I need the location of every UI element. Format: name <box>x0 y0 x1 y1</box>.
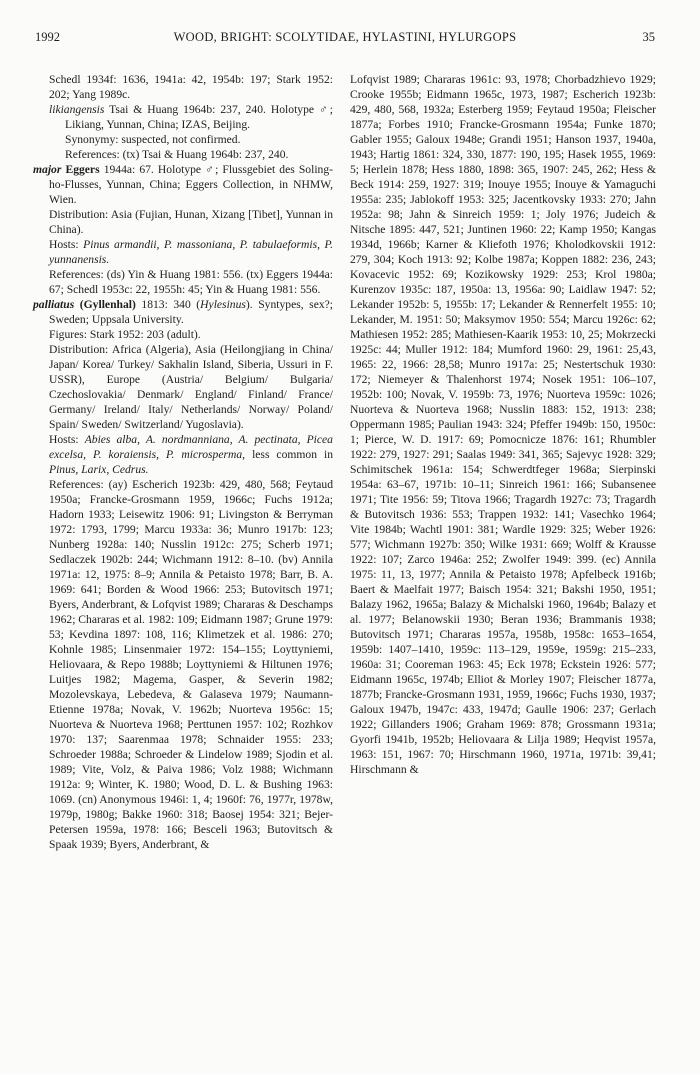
entry-description-a: 1813: 340 ( <box>135 298 201 311</box>
header-year: 1992 <box>35 30 60 44</box>
hosts-list: Abies alba, A. nordmanniana, A. pectinata, Picea excelsa, P. koraiensis, P. microsperma, <box>49 433 333 461</box>
entry-palliatus <box>33 297 333 852</box>
original-genus: Hylesinus <box>200 298 246 311</box>
running-header <box>35 30 655 50</box>
references: References: (ay) Escherich 1923b: 429, 480, 568; Feytaud 1950a; Francke-Grosmann 1959, 1966c; Fuchs 1912a; Hadorn 1933; Leisewitz 1906: 91; Livingston & Berryman 1972: 1793, 1799; Marcu 1933a: 36; Munro 1917b: 123; Nunberg 1928a: 140; Nusslin 1912c: 275; Scherb 1971; Sedlaczek 1902b: 244; Wichmann 1912: 8–10. (bv) Annila 1971a: 12, 1975: 8–9; Annila & Petaisto 1978; Barr, B. A. 1969: 641; Borden & Wood 1966: 253; Butovitsch 1971; Byers, Anderbrant, & Lofqvist 1989; Chararas & Deschamps 1962; Chararas et al. 1982: 109; Eidmann 1987; Grune 1979: 53; Kevdina 1897: 108, 116; Klimetzek et al. 1986: 270; Kohnle 1985; Linsenmaier 1972: 154–155; Loyttyniemi, Heliovaara, & Repo 1988b; Loyttyniemi & Hiltunen 1976; Luitjes 1982; Magema, Gasper, & Severin 1982; Mozolevskaya, Lebedeva, & Galaseva 1979; Naumann-Etienne 1978a; Novak, V. 1962b; Nuorteva 1956c: 15; Nuorteva & Nuorteva 1968; Perttunen 1957: 102; Rozhkov 1970: 137; Saarenmaa 1978; Schnaider 1955: 233; Schroeder 1988a; Schroeder & Lindelow 1989; Sjodin et al. 1989; Vite, Volz, & Paiva 1986; Volz 1988; Wichmann 1912a: 9; Winter, K. 1980; Wood, D. L. & Bushing 1963: 1069. (cn) Anonymous 1946i: 1, 4; 1960f: 76, 1977r, 1978w, 1979p, 1980g; Bakke 1960: 318; Baosej 1954: 321; Bejer-Petersen 1959a, 1978: 166; Besceli 1963; Butovitsch & Spaak 1939; Byers, Anderbrant, & <box>49 478 333 851</box>
hosts-label: Hosts: <box>49 238 84 251</box>
figures: Figures: Stark 1952: 203 (adult). <box>49 328 201 341</box>
page-number: 35 <box>642 30 655 44</box>
species-author: (Gyllenhal) <box>74 298 136 311</box>
hosts-tail: less common in <box>245 448 333 461</box>
hosts <box>49 432 333 477</box>
entry-description: Tsai & Huang 1964b: 237, 240. Holotype ♂; Likiang, Yunnan, China; IZAS, Beijing. <box>65 103 333 131</box>
entry-heading <box>49 102 333 132</box>
species-name: palliatus <box>33 298 75 311</box>
entry-likiangensis <box>33 102 333 162</box>
species-name: major <box>33 163 62 176</box>
right-column <box>350 72 656 777</box>
references: References: (tx) Tsai & Huang 1964b: 237, 240. <box>65 148 289 161</box>
synonymy: Synonymy: suspected, not confirmed. <box>65 133 241 146</box>
continued-references: Schedl 1934f: 1636, 1941a: 42, 1954b: 197; Stark 1952: 202; Yang 1989c. <box>49 73 333 101</box>
entry-description-b: ). Syntypes, sex?; Sweden; Uppsala University. <box>49 298 334 326</box>
hosts-list: Pinus armandii, P. massoniana, P. tabulaeformis, P. yunnanensis. <box>49 238 333 266</box>
entry-heading <box>33 297 333 327</box>
hosts <box>49 237 333 267</box>
species-name: likiangensis <box>49 103 105 116</box>
continued-references: Lofqvist 1989; Chararas 1961c: 93, 1978; Chorbadzhievo 1929; Crooke 1955b; Eidmann 1965c, 1973, 1987; Escherich 1923b: 429, 480, 568, 1932a; Esterberg 1959; Feytaud 1950a; Fleischer 1877a; Forbes 1910; Francke-Grosmann 1954a; Funke 1870; Gabler 1955; Galoux 1948e; Grandi 1951; Hanson 1937, 1940a, 1943; Hartig 1861: 324, 330, 1877: 190, 195; Hasek 1955, 1969: 5; Herlein 1878; Hess 1880, 1898: 365, 1907: 245, 262; Hess & Beck 1914: 259, 1927: 319; Inouye 1955; Inouye & Yamaguchi 1955a: 235; Jablokoff 1953: 325; Jacentkovsky 1933: 270; Jahn 1952a: 98; Jahn & Sinreich 1959: 1; Joly 1976; Judeich & Nitsche 1895: 447, 521; Juntinen 1960: 22; Kamp 1950; Kangas 1934d, 1966b; Karner & Kliefoth 1976; Kholodkovskii 1912: 279, 304; Koch 1913: 92; Kolbe 1987a; Koppen 1882: 236, 243; Kovacevic 1952: 69; Kozikowsky 1929: 253; Krol 1980a; Kurenzov 1935c: 187, 1950a: 13, 1956a: 90; Laidlaw 1947: 52; Lekander 1952b: 5, 1955b: 17; Lekander & Rennerfelt 1955: 10; Lekander, M. 1951: 50; Maksymov 1950: 554; Marcu 1926c: 62; Mathiesen 1952: 285; Mathiesen-Kaarik 1953: 10, 25; Mokrzecki 1925c: 44; Muller 1912: 184; Mumford 1960: 29, 1961: 25,43, 1965: 22, 1966: 28,58; Munro 1917a: 25; Nestertschuk 1930: 172; Niemeyer & Thalenhorst 1974; Nosek 1951: 106–107, 1952b: 100; Novak, V. 1959b: 73, 1976; Nuorteva 1959c: 1026; Nuorteva & Nuorteva 1968; Nusslin 1883: 152, 1913: 238; Oppermann 1985; Paulian 1943: 324; Pfeffer 1949b: 150, 1950c: 1; Pierce, W. D. 1917: 69; Pomocnicze 1876: 161; Rhumbler 1922: 279, 1927: 291; Saalas 1949: 341, 365; Sajevyc 1928: 329; Schimitschek 1961a: 154; Schwerdtfeger 1968a; Sierpinski 1954a: 63–67, 1971b: 10–11; Sinreich 1961: 166; Subansenee 1971; Tite 1956: 59; Titova 1966; Tragardh 1927c: 73; Tragardh & Butovitsch 1936: 553; Trappen 1932: 141; Vasechko 1964; Vite 1984b; Wachtl 1901: 381; Wardle 1929: 325; Weber 1926: 577; Wichmann 1927b: 350; Wilke 1931: 669; Wolff & Krausse 1922: 107; Zarco 1946a: 252; Zwolfer 1949: 399. (ec) Annila 1975: 11, 13, 1977; Annila & Petaisto 1978; Apfelbeck 1916b; Baert & Maelfait 1977; Baisch 1954: 321; Bakshi 1950, 1951; Balazy 1962, 1965a; Balazy & Michalski 1960, 1964b; Balazy et al. 1977; Belanowskii 1930; Beran 1936; Brammanis 1938; Butovitsch 1971; Chararas 1957a, 1958b, 1958c: 1653–1654, 1959b: 1407–1410, 1959c: 113–129, 1959e, 1959g: 215–233, 1960a: 31; Cooreman 1963: 45; Eck 1978; Eckstein 1926: 577; Eidmann 1965c, 1974b; Elliot & Morley 1907; Fleischer 1877a, 1877b; Francke-Grosmann 1931, 1959, 1966c; Fuchs 1930, 1937; Galoux 1947b, 1947c: 433, 1947d; Gaulle 1906: 237; Gerlach 1922; Gillanders 1906; Graham 1969: 878; Grossmann 1931a; Gyorfi 1941b, 1952b; Heliovaara & Lilja 1989; Heqvist 1957a, 1963: 151, 1967: 70; Hirschmann 1960, 1971a, 1971b: 39,41; Hirschmann & <box>350 73 656 776</box>
left-column <box>33 72 333 852</box>
running-title: WOOD, BRIGHT: SCOLYTIDAE, HYLASTINI, HYLURGOPS <box>173 30 517 44</box>
entry-description: 1944a: 67. Holotype ♂; Flussgebiet des Soling-ho-Flusses, Yunnan, China; Eggers Collection, in NHMW, Wien. <box>49 163 333 206</box>
hosts-tail-genera: Pinus, Larix, Cedrus. <box>49 463 149 476</box>
entry-heading <box>33 162 333 207</box>
distribution: Distribution: Africa (Algeria), Asia (Heilongjiang in China/ Japan/ Korea/ Turkey/ Sakhalin Island, Siberia, Ussuri in F. USSR), Europe (Austria/ Belgium/ Bulgaria/ Czechoslovakia/ Denmark/ England/ Finland/ France/ Germany/ Ireland/ Italy/ Netherlands/ Norway/ Poland/ Spain/ Sweden/ Switzerland/ Yugoslavia). <box>49 343 333 431</box>
distribution: Distribution: Asia (Fujian, Hunan, Xizang [Tibet], Yunnan in China). <box>49 208 333 236</box>
hosts-label: Hosts: <box>49 433 85 446</box>
references: References: (ds) Yin & Huang 1981: 556. (tx) Eggers 1944a: 67; Schedl 1953c: 22, 1955h: 45; Yin & Huang 1981: 556. <box>49 268 333 296</box>
entry-major <box>33 162 333 297</box>
species-author: Eggers <box>61 163 100 176</box>
